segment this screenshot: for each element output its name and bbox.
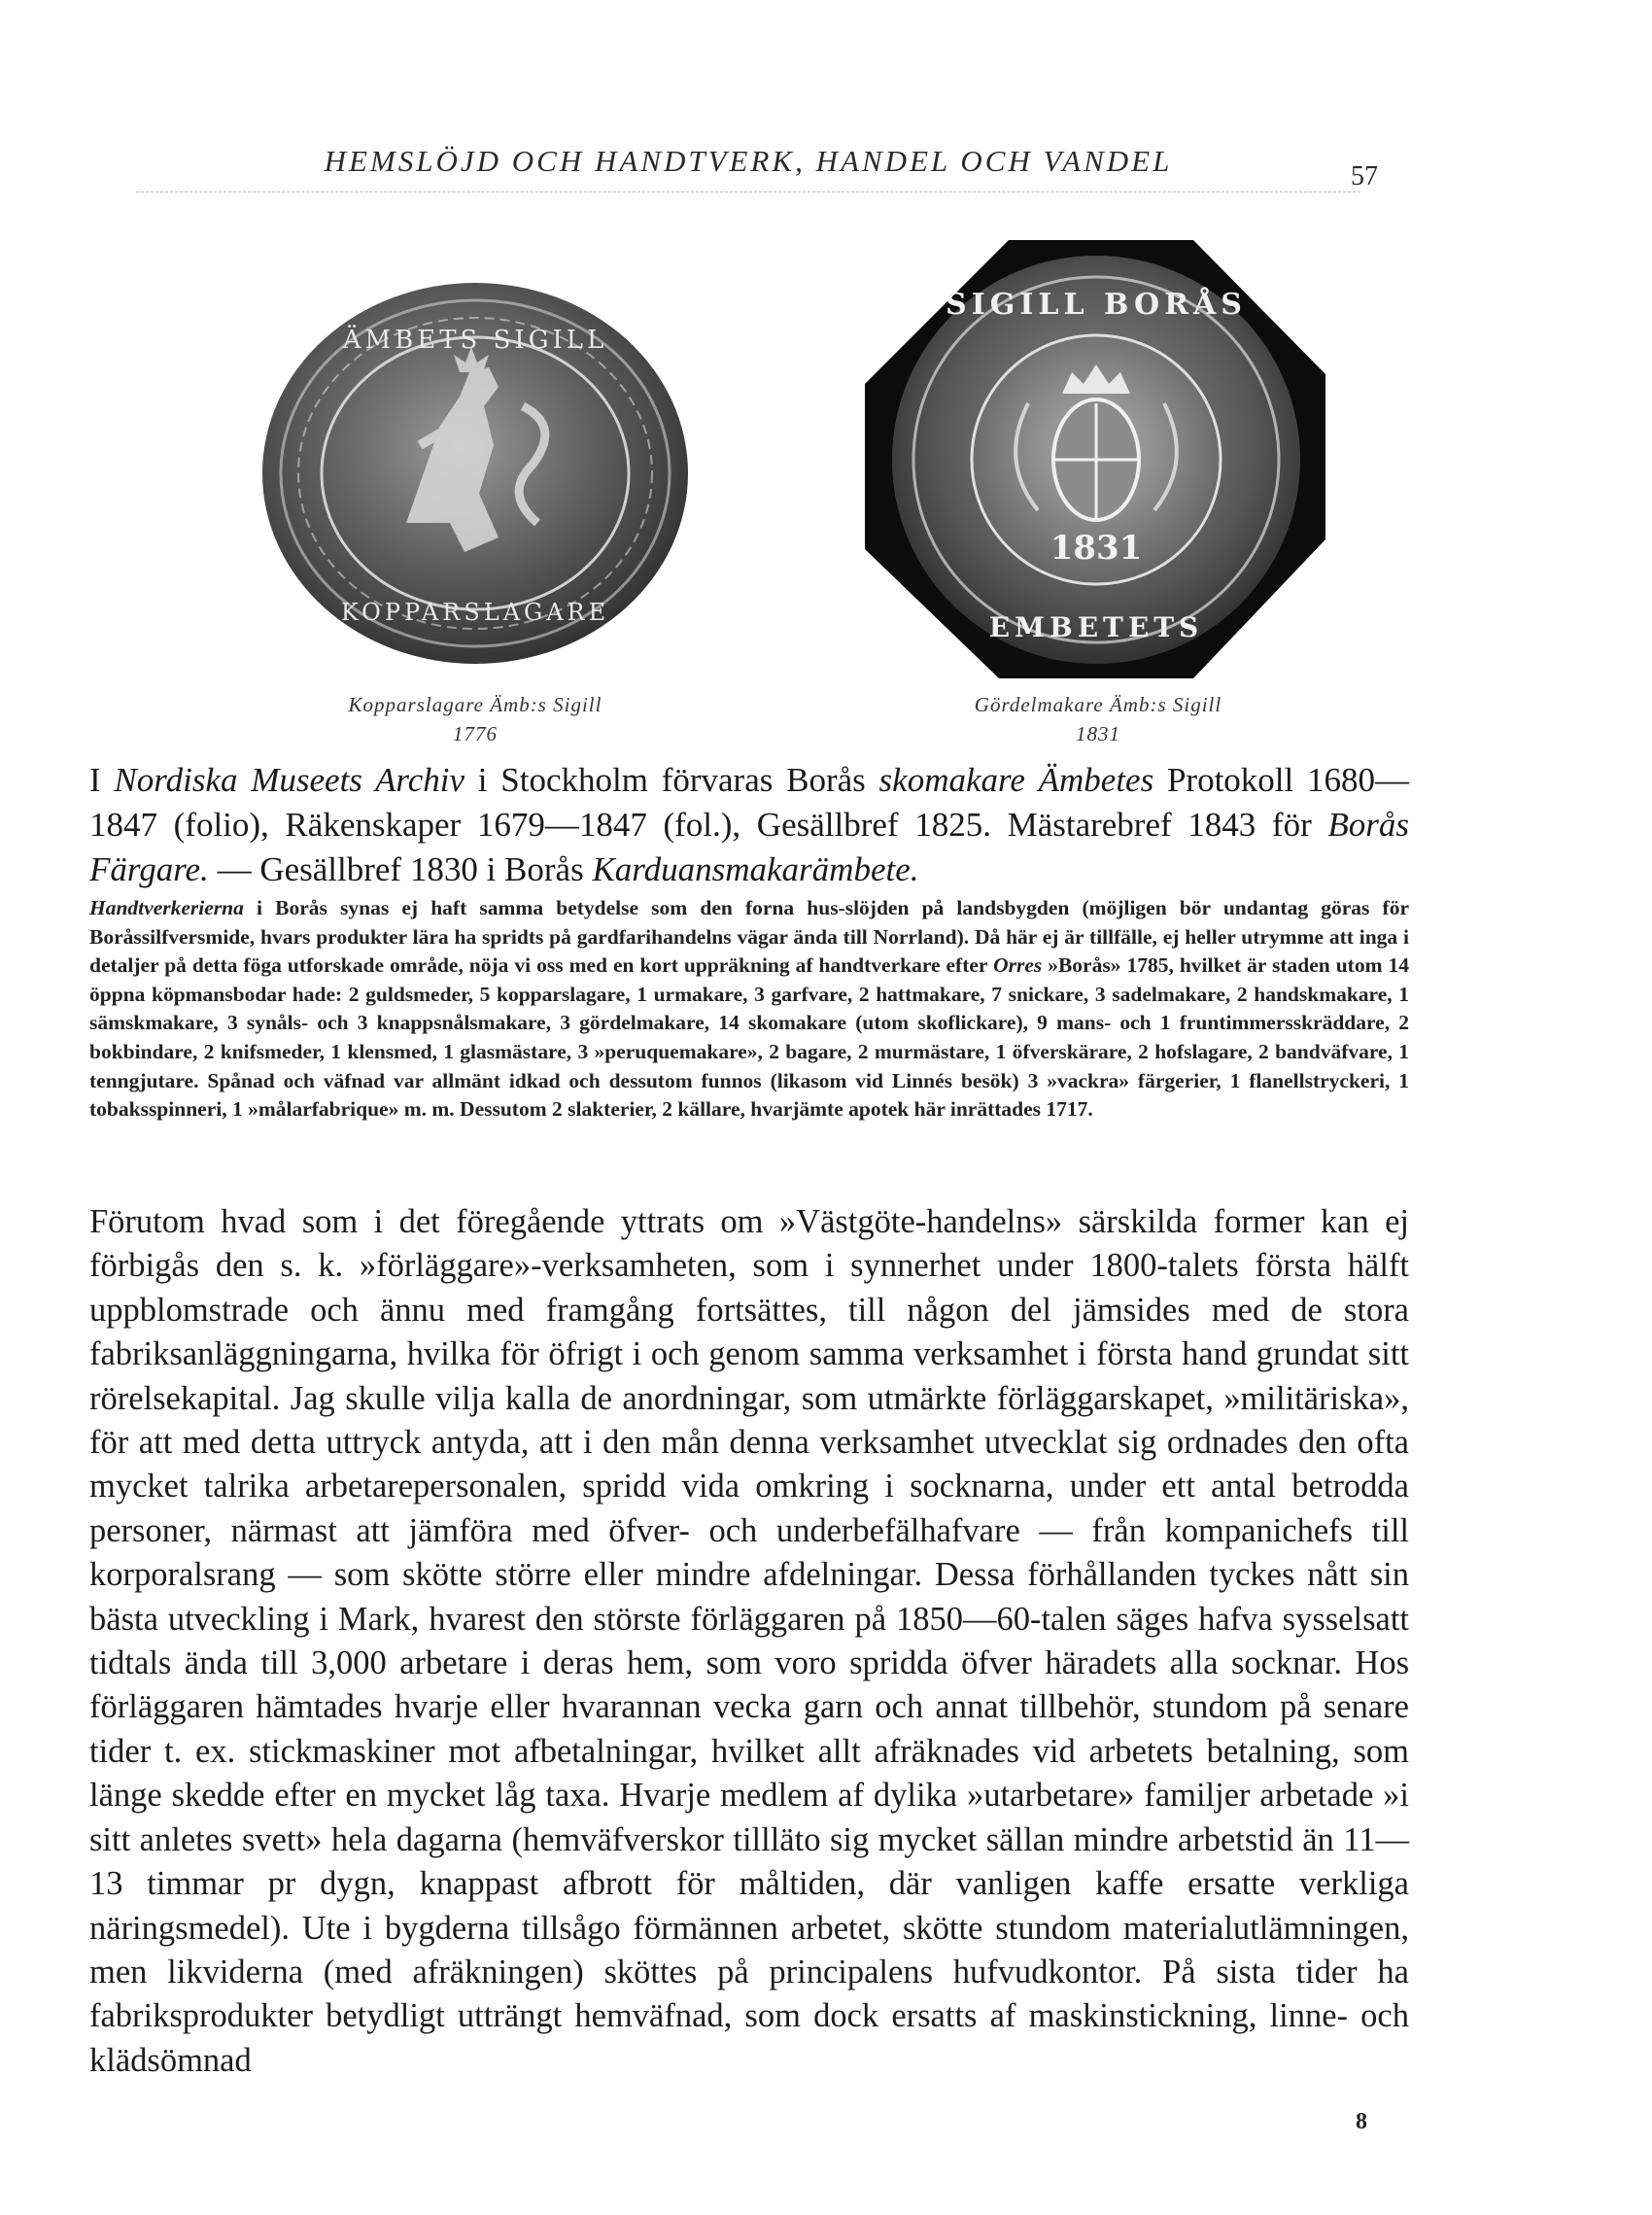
right-caption-title: Gördelmakare Ämb:s Sigill xyxy=(974,693,1222,716)
svg-text:EMBETETS: EMBETETS xyxy=(988,611,1204,643)
archive-italic: Karduansmakarämbete. xyxy=(592,850,919,888)
left-caption-year: 1776 xyxy=(453,722,498,745)
archive-italic: skomakare Ämbetes xyxy=(878,761,1154,799)
svg-text:KOPPARSLAGARE: KOPPARSLAGARE xyxy=(340,599,610,626)
header-rule xyxy=(136,191,1360,192)
svg-text:SIGILL BORÅS: SIGILL BORÅS xyxy=(946,288,1247,322)
note-text: »Borås» 1785, hvilket är staden utom 14 öppna köpmansbodar hade: 2 guldsmeder, 5 kopparslagare, 1 urmakare, 3 garfvare, 2 hattmakare, 7 snickare, 3 sadelmakare, 2 handskmakare, 1 sämskmakare, 3 synåls- och 3 knappsnålsmakare, 3 gördelmakare, 14 skomakare (utom skoflickare), 9 mans- och 1 fruntimmersskräddare, 2 bokbindare, 2 knifsmeder, 1 klensmed, 1 glasmästare, 3 »peruquemakare», 2 bagare, 2 murmästare, 1 öfverskärare, 2 hofslagare, 2 bandväfvare, 1 tenngjutare. Spånad och väfnad var allmänt idkad och dessutom funnos (likasom vid Linnés besök) 3 »vackra» färgerier, 1 flanellstryckeri, 1 tobaksspinneri, 1 »målarfabrique» m. m. Dessutom 2 slakterier, 2 källare, hvarjämte apotek här inrättades 1717. xyxy=(89,953,1409,1122)
handtverk-note-paragraph xyxy=(89,894,1409,1125)
note-italic: Orres xyxy=(993,953,1043,978)
svg-text:ÄMBETS SIGILL: ÄMBETS SIGILL xyxy=(342,326,608,355)
kopparslagare-seal-image xyxy=(260,280,690,667)
note-italic: Handtverkerierna xyxy=(89,896,244,919)
seal-year-text: 1831 xyxy=(1050,529,1143,568)
running-head: HEMSLÖJD OCH HANDTVERK, HANDEL OCH VANDEL xyxy=(324,144,1173,178)
left-caption-title: Kopparslagare Ämb:s Sigill xyxy=(348,693,602,716)
signature-mark: 8 xyxy=(1356,2109,1367,2134)
page-number: 57 xyxy=(1351,161,1378,191)
gordelmakare-seal-image xyxy=(863,238,1327,680)
archive-paragraph xyxy=(89,758,1409,892)
archive-text: Protokoll 1680—1847 (folio), Räkenskaper 1679—1847 (fol.), Gesällbref 1825. Mästarebref 1843 för xyxy=(89,761,1410,844)
main-paragraph: Förutom hvad som i det föregående yttrats om »Västgöte-handelns» särskilda former kan ej förbigås den s. k. »förläggare»-verksamheten, som i synnerhet under 1800-talets första hälft uppblomstrade och ännu med framgång fortsättes, till någon del jämsides med de stora fabriksanläggningarna, hvilka för öfrigt i och genom samma verksamhet i första hand grundat sitt rörelsekapital. Jag skulle vilja kalla de anordningar, som utmärkte förläggarskapet, »militäriska», för att med detta uttryck antyda, att i den mån denna verksamhet utvecklat sig ordnades den ofta mycket talrika arbetarepersonalen, spridd vida omkring i socknarna, under ett antal betrodda personer, närmast att jämföra med öfver- och underbefälhafvare — från kompanichefs till korporalsrang — som skötte större eller mindre afdelningar. Dessa förhållanden tyckes nått sin bästa utveckling i Mark, hvarest den störste förläggaren på 1850—60-talen säges hafva sysselsatt tidtals ända till 3,000 arbetare i deras hem, som voro spridda öfver häradets alla socknar. Hos förläggaren hämtades hvarje eller hvarannan vecka garn och annat tillbehör, stundom på senare tider t. ex. stickmaskiner mot afbetalningar, hvilket allt afräknades vid arbetets betalning, som länge skedde efter en mycket låg taxa. Hvarje medlem af dylika »utarbetare» familjer arbetade »i sitt anletes svett» hela dagarna (hemväfverskor tillläto sig mycket sällan mindre arbetstid än 11—13 timmar pr dygn, knappast afbrott för måltiden, där vanligen kaffe ersatte verkliga näringsmedel). Ute i bygderna tillsågo förmännen arbetet, skötte stundom materialutlämningen, men likviderna (med afräkningen) sköttes på principalens hufvudkontor. På sista tider ha fabriksprodukter betydligt utträngt hemväfnad, som dock ersatts af maskinstickning, linne- och klädsömnad xyxy=(89,1203,1409,2079)
left-seal-caption xyxy=(260,690,690,748)
right-seal-caption xyxy=(875,690,1322,748)
archive-text: — Gesällbref 1830 i Borås xyxy=(208,850,593,888)
right-caption-year: 1831 xyxy=(1076,722,1120,745)
note-text: i Borås synas ej haft samma betydelse som den forna hus-slöjden på landsbygden (möjligen bör undantag göras för Boråssilfversmide, hvars produkter lära ha spridts på gardfarihandelns vägar ända till Norrland). Då här ej är tillfälle, ej heller utrymme att inga i detaljer på detta föga utforskade område, nöja vi oss med en kort uppräkning af handtverkare efter xyxy=(89,896,1409,978)
archive-italic: Borås Färgare. xyxy=(89,806,1409,888)
archive-text: i Stockholm förvaras Borås xyxy=(465,761,879,799)
archive-italic: Nordiska Museets Archiv xyxy=(114,761,465,799)
archive-text: I xyxy=(89,761,115,799)
